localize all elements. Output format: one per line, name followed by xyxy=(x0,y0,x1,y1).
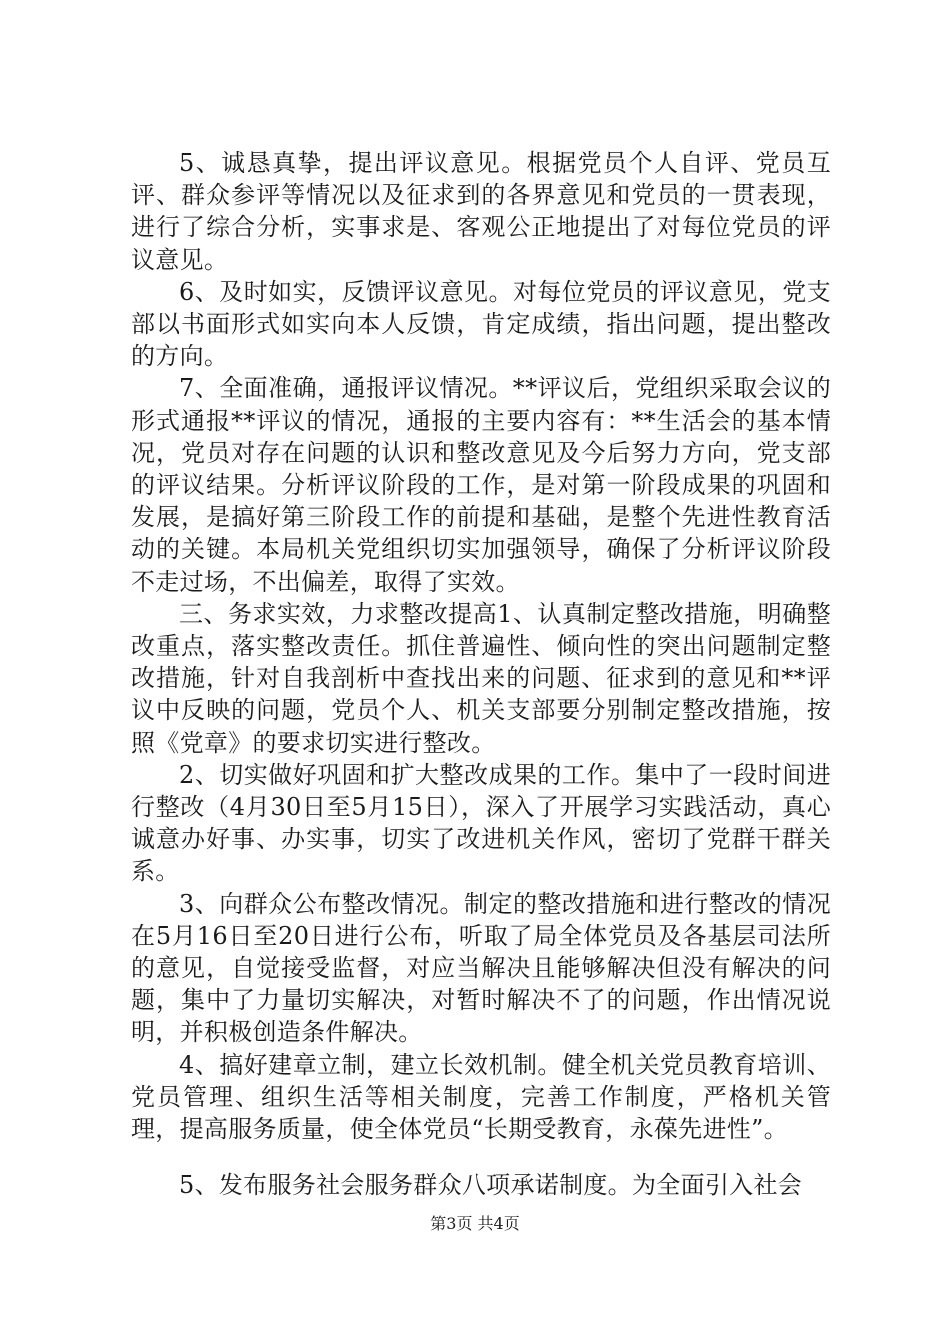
paragraph-item-2-consolidate: 2、切实做好巩固和扩大整改成果的工作。集中了一段时间进行整改（4月30日至5月15日），深入了开展学习实践活动，真心诚意办好事、办实事，切实了改进机关作风，密切了党群干群关系。 xyxy=(131,760,831,886)
document-body xyxy=(131,147,831,1202)
paragraph-section-3-rectification: 三、务求实效，力求整改提高1、认真制定整改措施，明确整改重点，落实整改责任。抓住普遍性、倾向性的突出问题制定整改措施，针对自我剖析中查找出来的问题、征求到的意见和**评议中反映的问题，党员个人、机关支部要分别制定整改措施，按照《党章》的要求切实进行整改。 xyxy=(131,599,831,757)
paragraph-item-7-report: 7、全面准确，通报评议情况。**评议后，党组织采取会议的形式通报**评议的情况，通报的主要内容有：**生活会的基本情况，党员对存在问题的认识和整改意见及今后努力方向，党支部的评议结果。分析评议阶段的工作，是对第一阶段成果的巩固和发展，是搞好第三阶段工作的前提和基础，是整个先进性教育活动的关键。本局机关党组织切实加强领导，确保了分析评议阶段不走过场，不出偏差，取得了实效。 xyxy=(131,374,831,596)
paragraph-item-3-publish: 3、向群众公布整改情况。制定的整改措施和进行整改的情况在5月16日至20日进行公布，听取了局全体党员及各基层司法所的意见，自觉接受监督，对应当解决且能够解决但没有解决的问题，集中了力量切实解决，对暂时解决不了的问题，作出情况说明，并积极创造条件解决。 xyxy=(131,889,831,1047)
paragraph-item-5-review-opinions: 5、诚恳真挚，提出评议意见。根据党员个人自评、党员互评、群众参评等情况以及征求到的各界意见和党员的一贯表现，进行了综合分析，实事求是、客观公正地提出了对每位党员的评议意见。 xyxy=(131,149,831,274)
page-number-footer: 第3页 共4页 xyxy=(430,1214,520,1233)
paragraph-item-4-mechanism: 4、搞好建章立制，建立长效机制。健全机关党员教育培训、党员管理、组织生活等相关制度，完善工作制度，严格机关管理，提高服务质量，使全体党员“长期受教育，永葆先进性”。 xyxy=(131,1050,831,1144)
paragraph-item-5-commitments: 5、发布服务社会服务群众八项承诺制度。为全面引入社会 xyxy=(179,1171,803,1200)
paragraph-item-6-feedback: 6、及时如实，反馈评议意见。对每位党员的评议意见，党支部以书面形式如实向本人反馈，肯定成绩，指出问题，提出整改的方向。 xyxy=(131,277,831,371)
